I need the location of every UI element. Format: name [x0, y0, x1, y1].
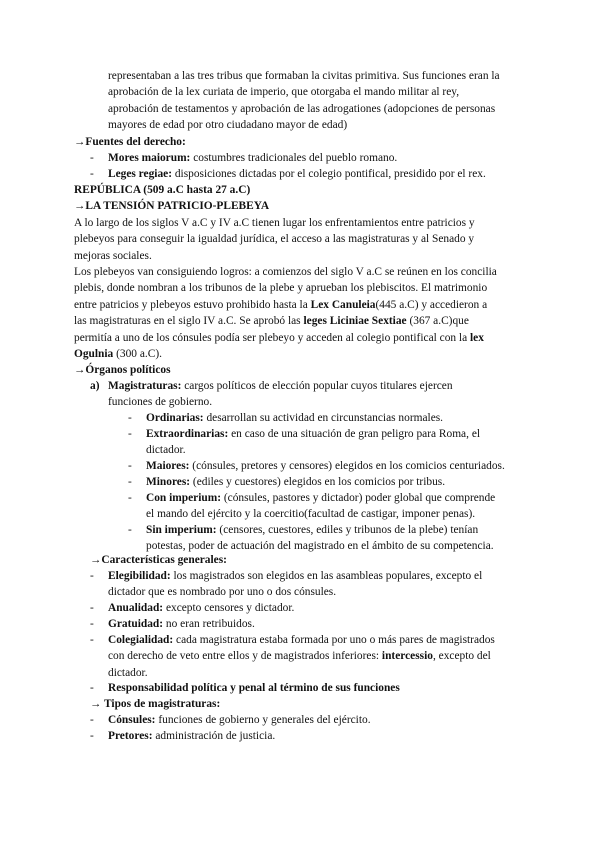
list-bullet: -: [90, 570, 94, 582]
caracteristicas-heading: →Características generales:: [90, 554, 227, 566]
text-line: representaban a las tres tribus que formaban la civitas primitiva. Sus funciones eran la: [108, 70, 500, 82]
text-line: [146, 458, 505, 474]
law-name: leges Liciniae Sextiae: [303, 315, 407, 328]
paragraph-logros: [74, 264, 497, 362]
text-line: [146, 410, 443, 426]
text-line: [108, 632, 495, 648]
term: Mores maiorum:: [108, 152, 191, 164]
list-bullet: -: [90, 730, 94, 742]
definition: costumbres tradicionales del pueblo romano.: [190, 152, 398, 164]
republica-title: REPÚBLICA (509 a.C hasta 27 a.C): [74, 184, 251, 196]
list-bullet: -: [90, 714, 94, 726]
text-line: [146, 474, 445, 490]
definition: excepto censores y dictador.: [163, 602, 295, 614]
text-line: [108, 648, 495, 664]
definition: (cónsules, pastores y dictador) poder global que comprende: [221, 492, 496, 504]
list-item-gratuidad: [108, 616, 255, 632]
term: Magistraturas:: [108, 380, 182, 392]
text-line: el mando del ejército y la coercitio(facultad de castigar, imponer penas).: [146, 508, 476, 521]
text-line: plebeyos para conseguir la igualdad jurídica, el acceso a las magistraturas y al Senado y: [74, 233, 475, 246]
list-bullet: -: [128, 476, 132, 488]
list-bullet: -: [128, 524, 132, 536]
tipos-heading: → Tipos de magistraturas:: [90, 698, 221, 710]
list-item-mores: [108, 150, 397, 166]
text-line: potestas, poder de actuación del magistrado en el ámbito de su competencia.: [146, 540, 494, 553]
list-item-sin-imperium: [146, 522, 494, 555]
list-bullet: -: [128, 492, 132, 504]
definition: administración de justicia.: [152, 730, 276, 742]
paragraph-tension: [74, 215, 475, 264]
definition: en caso de una situación de gran peligro para Roma, el: [228, 428, 481, 440]
text-line: Los plebeyos van consiguiendo logros: a comienzos del siglo V a.C se reúnen en los concilia: [74, 266, 497, 278]
text-line: mejoras sociales.: [74, 249, 152, 262]
definition: (cónsules, pretores y censores) elegidos en los comicios centuriados.: [189, 460, 505, 472]
list-item-elegibilidad: [108, 568, 482, 601]
term: Cónsules:: [108, 714, 156, 726]
text-span: con derecho de veto entre ellos y de magistrados inferiores:: [108, 650, 382, 663]
text-line: [108, 568, 482, 584]
text-line: dictador que es nombrado por uno o dos cónsules.: [108, 586, 337, 599]
list-item-consules: [108, 712, 371, 728]
text-line: [74, 346, 497, 362]
term: Anualidad:: [108, 602, 164, 614]
text-span: entre patricios y plebeyos estuvo prohibido hasta la: [74, 298, 311, 311]
text-line: [108, 600, 294, 616]
fuentes-heading: →Fuentes del derecho:: [74, 136, 186, 148]
text-line: [74, 330, 497, 346]
continuation-paragraph: [108, 68, 500, 134]
list-item-ordinarias: [146, 410, 443, 426]
law-name: Lex Canuleia: [310, 298, 376, 311]
organos-heading: →Órganos políticos: [74, 364, 171, 376]
term: intercessio: [381, 650, 433, 663]
magistraturas-item: [108, 378, 453, 411]
term: Minores:: [146, 476, 191, 488]
list-item-minores: [146, 474, 445, 490]
text-span: , excepto del: [432, 650, 491, 663]
list-item-leges: [108, 166, 486, 182]
term: Leges regiae:: [108, 168, 172, 180]
text-span: (300 a.C).: [113, 348, 162, 361]
list-item-anualidad: [108, 600, 294, 616]
text-line: dictador.: [108, 666, 148, 679]
list-item-maiores: [146, 458, 505, 474]
text-line: [108, 378, 453, 394]
list-bullet: -: [90, 618, 94, 630]
definition: los magistrados son elegidos en las asambleas populares, excepto el: [170, 570, 483, 582]
text-line: funciones de gobierno.: [108, 396, 213, 409]
tension-heading: →LA TENSIÓN PATRICIO-PLEBEYA: [74, 200, 270, 212]
text-span: permitía a uno de los cónsules podía ser plebeyo y acceden al colegio pontifical con la: [74, 331, 471, 344]
text-span: (445 a.C) y accedieron a: [375, 298, 488, 311]
term: Gratuidad:: [108, 618, 164, 630]
list-item-con-imperium: [146, 490, 495, 523]
definition: cargos políticos de elección popular cuyos titulares ejercen: [181, 380, 453, 392]
text-line: mayores de edad por otro ciudadano mayor de edad): [108, 119, 348, 132]
definition: (ediles y cuestores) elegidos en los comicios por tribus.: [190, 476, 446, 488]
text-line: [146, 490, 495, 506]
definition: cada magistratura estaba formada por uno o más pares de magistrados: [173, 634, 495, 646]
list-bullet: -: [90, 602, 94, 614]
text-line: [74, 297, 497, 313]
list-item-responsabilidad: Responsabilidad política y penal al término de sus funciones: [108, 682, 400, 694]
term: Elegibilidad:: [108, 570, 171, 582]
list-item-extraordinarias: [146, 426, 480, 459]
text-line: aprobación de testamentos y aprobación de las adrogationes (adopciones de personas: [108, 102, 496, 115]
law-name: Ogulnia: [74, 348, 114, 361]
term: Pretores:: [108, 730, 153, 742]
definition: desarrollan su actividad en circunstancias normales.: [203, 412, 444, 424]
list-marker-a: a): [90, 380, 100, 392]
term: Sin imperium:: [146, 524, 217, 536]
definition: disposiciones dictadas por el colegio pontifical, presidido por el rex.: [172, 168, 486, 180]
list-bullet: -: [128, 412, 132, 424]
text-line: aprobación de la lex curiata de imperio, que otorgaba el mando militar al rey,: [108, 86, 460, 99]
definition: funciones de gobierno y generales del ejército.: [155, 714, 371, 726]
list-item-colegialidad: [108, 632, 495, 681]
text-line: [74, 313, 497, 329]
text-span: las magistraturas en el siglo IV a.C. Se aprobó las: [74, 315, 304, 328]
text-line: [146, 522, 494, 538]
term: Con imperium:: [146, 492, 221, 504]
list-bullet: -: [128, 460, 132, 472]
text-line: [146, 426, 480, 442]
text-line: A lo largo de los siglos V a.C y IV a.C tienen lugar los enfrentamientos entre patricios y: [74, 217, 475, 229]
text-line: dictador.: [146, 444, 186, 457]
text-line: [108, 616, 255, 632]
definition: no eran retribuidos.: [163, 618, 255, 630]
text-span: (367 a.C)que: [406, 315, 469, 328]
text-line: plebis, donde nombran a los tribunos de la plebe y aprueban los plebiscitos. El matrimonio: [74, 282, 488, 295]
law-name: lex: [470, 331, 484, 344]
list-bullet: -: [128, 428, 132, 440]
list-bullet: -: [90, 152, 94, 164]
definition: (censores, cuestores, ediles y tribunos de la plebe) tenían: [216, 524, 479, 536]
list-item-pretores: [108, 728, 275, 744]
term: Colegialidad:: [108, 634, 174, 646]
list-bullet: -: [90, 634, 94, 646]
term: Ordinarias:: [146, 412, 204, 424]
term: Maiores:: [146, 460, 190, 472]
list-bullet: -: [90, 168, 94, 180]
term: Extraordinarias:: [146, 428, 229, 440]
list-bullet: -: [90, 682, 94, 694]
